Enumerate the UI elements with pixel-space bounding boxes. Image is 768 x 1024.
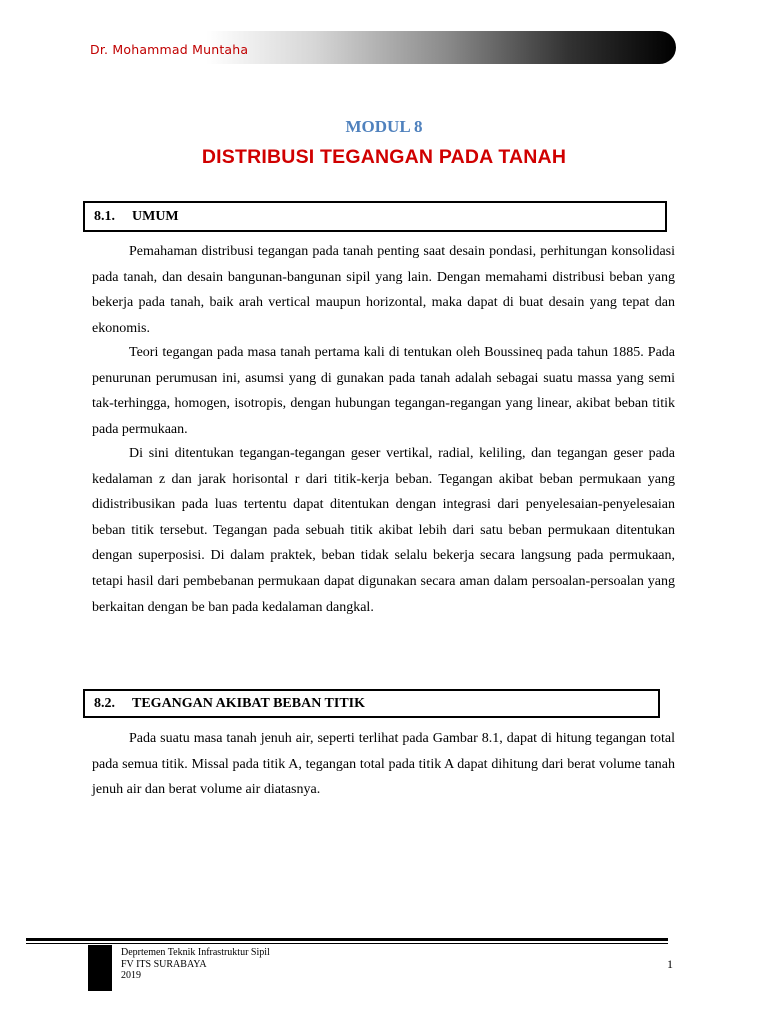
page-number: 1: [667, 957, 673, 971]
footer-info: [121, 947, 270, 982]
paragraph: Pada suatu masa tanah jenuh air, seperti terlihat pada Gambar 8.1, dapat di hitung tegangan total pada semua titik. Missal pada titik A, tegangan total pada titik A dapat dihitung dari berat volume tanah jenuh air dan berat volume air diatasnya.: [92, 731, 675, 798]
paragraph: Di sini ditentukan tegangan-tegangan geser vertikal, radial, keliling, dan tegangan geser pada kedalaman z dan jarak horisontal r dari titik-kerja beban. Tegangan akibat beban permukaan yang didistribusikan pada luas tertentu dapat ditentukan dengan integrasi dari penyelesaian-penyelesaian beban titik tersebut. Tegangan pada sebuah titik akibat lebih dari satu beban permukaan ditentukan dengan superposisi. Di dalam praktek, beban tidak selalu bekerja secara langsung pada permukaan, tetapi hasil dari pembebanan permukaan dapat digunakan secara aman dalam persoalan-persoalan yang berkaitan dengan be ban pada kedalaman dangkal.: [92, 446, 675, 615]
footer-department: Deprtemen Teknik Infrastruktur Sipil: [121, 947, 270, 958]
footer-year: 2019: [121, 970, 141, 981]
page-title: DISTRIBUSI TEGANGAN PADA TANAH: [201, 146, 567, 168]
footer-rule-thin: [26, 943, 668, 944]
section-heading-8-1: [83, 201, 667, 232]
footer-rule-thick: [26, 938, 668, 941]
section-number: 8.2.: [94, 695, 115, 711]
section-heading-8-2: [83, 689, 660, 718]
paragraph: Pemahaman distribusi tegangan pada tanah penting saat desain pondasi, perhitungan konsolidasi pada tanah, dan desain bangunan-bangunan sipil yang lain. Dengan memahami distribusi beban yang bekerja pada tanah, baik arah vertical maupun horizontal, maka dapat di buat desain yang tepat dan ekonomis.: [92, 244, 675, 336]
section-number: 8.1.: [94, 208, 115, 224]
section-title: UMUM: [132, 208, 179, 224]
footer-institution: FV ITS SURABAYA: [121, 958, 207, 970]
section-title: TEGANGAN AKIBAT BEBAN TITIK: [132, 695, 366, 711]
module-label: MODUL 8: [345, 117, 423, 136]
header-author: Dr. Mohammad Muntaha: [90, 42, 249, 57]
paragraph: Teori tegangan pada masa tanah pertama kali di tentukan oleh Boussineq pada tahun 1885. Pada penurunan perumusan ini, asumsi yang di gunakan pada tanah adalah sebagai suatu massa yang semi tak-terhingga, homogen, isotropis, dengan hubungan tegangan-regangan yang linear, akibat beban titik pada permukaan.: [92, 345, 675, 437]
footer-block: [88, 945, 112, 991]
